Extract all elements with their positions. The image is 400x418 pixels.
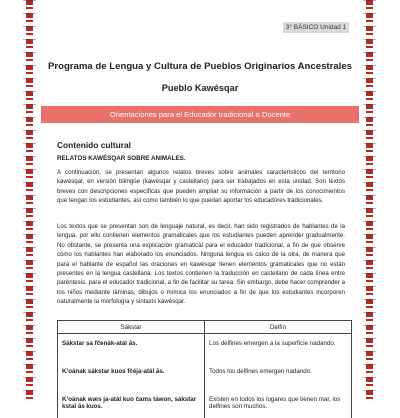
content-heading: Contenido cultural — [57, 140, 131, 150]
spanish-cell: Los delfines emergen a la superficie nadando. — [205, 334, 352, 363]
bilingual-table — [57, 320, 352, 418]
column-header-spanish: Delfín — [205, 321, 352, 334]
intro-paragraph: A continuación, se presentan algunos relatos breves sobre animales característicos del territorio kawésqar, en versión bilingüe (kawésqar y castellano) para ser trabajados en esta unidad. Son textos breves con descripciones específicas que pueden ampliar su información a partir de los conocimientos que tengan los estudiantes, así como también lo que puedan aportar los educadores tradicionales. — [57, 169, 345, 205]
kawesqar-cell: K’oának wæs ja-atál kuo čams táwon, sákstar kstal ās kuos. — [58, 390, 205, 418]
document-header — [40, 61, 360, 93]
right-decorative-band — [366, 0, 373, 400]
spanish-cell: Existen en todos los lugares que tienen mar, los delfines son muchos. — [205, 390, 352, 418]
spanish-cell: Todos los delfines emergen nadando. — [205, 362, 352, 390]
column-header-kawesqar: Sákstar — [58, 321, 205, 334]
table-row — [58, 334, 352, 363]
table-row — [58, 362, 352, 390]
section-banner: Orientaciones para el Educador tradicional o Docente — [41, 106, 359, 123]
grade-unit-tag: 3° BÁSICO Unidad 1 — [283, 22, 349, 33]
kawesqar-cell: Sákstar ṣa fčenák-atál ās. — [58, 334, 205, 363]
people-subtitle: Pueblo Kawésqar — [161, 83, 239, 93]
program-title: Programa de Lengua y Cultura de Pueblos Originarios Ancestrales — [47, 61, 353, 72]
content-subheading: RELATOS KAWÉSQAR SOBRE ANIMALES. — [57, 155, 186, 162]
language-paragraph: Los textos que se presentan son de lenguaje natural, es decir, han sido registrados de hablantes de la lengua, por ello contienen elementos gramaticales que los estudiantes pueden aprender gradualmente. No obstante, se presenta una explicación gramatical para el educador tradicional, a fin de que observe cómo los hablantes han elaborado los enunciados. Ninguna lengua es calco de la otra, de manera que para el hablante de español las oraciones en kawésqar tienen elementos gramaticales que no están presentes en la lengua castellana. Los textos contienen la traducción en castellano de cada línea entre paréntesis, para el educador tradicional, a fin de facilitar su tarea. Sin embargo, debe hacer comprender a los niños mediante láminas, dibujos o mímica los enunciados a fin de que los estudiantes incorporen naturalmente la morfología y sintaxis kawésqar. — [57, 223, 345, 306]
table-header-row — [58, 321, 352, 334]
left-decorative-band — [26, 0, 33, 400]
table-row — [58, 390, 352, 418]
kawesqar-cell: K’oának sákstar kuos fčéja-atál ās. — [58, 362, 205, 390]
